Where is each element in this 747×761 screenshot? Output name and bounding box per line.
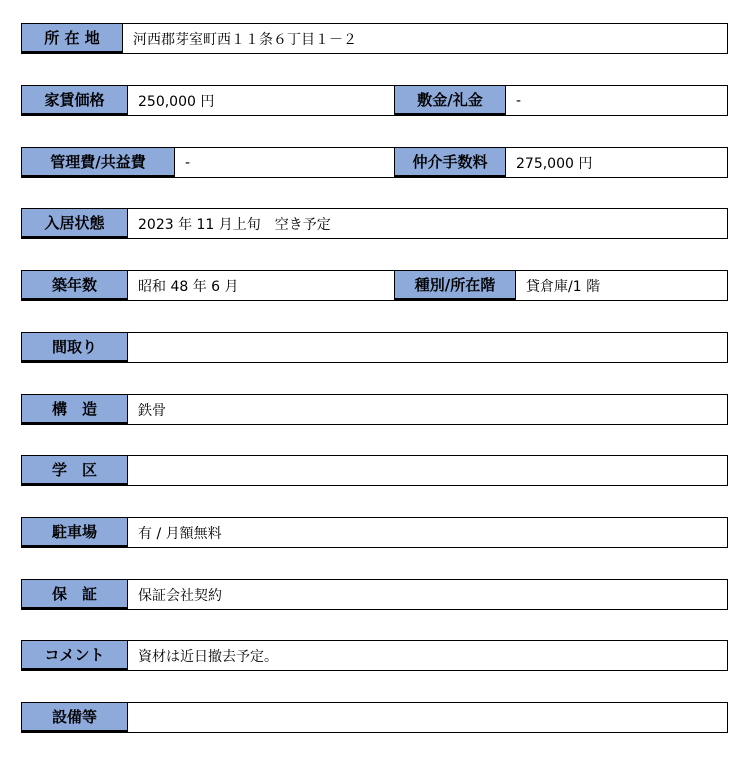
school-district-label: 学 区 [22, 456, 128, 485]
row-equipment [21, 702, 728, 733]
property-type-value: 貸倉庫/1 階 [526, 278, 601, 295]
row-school-district [21, 455, 728, 486]
occupancy-label: 入居状態 [22, 209, 128, 238]
address-label: 所 在 地 [22, 24, 123, 53]
building-age-value: 昭和 48 年 6 月 [138, 278, 239, 295]
floor-plan-label: 間取り [22, 333, 128, 362]
school-district-value [128, 456, 727, 485]
brokerage-fee-label: 仲介手数料 [394, 148, 506, 177]
row-occupancy [21, 208, 728, 239]
occupancy-value: 2023 年 11 月上旬 空き予定 [138, 216, 331, 233]
equipment-value [128, 703, 727, 732]
deposit-label: 敷金/礼金 [394, 86, 506, 115]
comment-label: コメント [22, 641, 128, 670]
guarantee-label: 保 証 [22, 580, 128, 609]
row-comment [21, 640, 728, 671]
row-address [21, 23, 728, 54]
row-building-age [21, 270, 728, 301]
management-fee-label: 管理費/共益費 [22, 148, 175, 177]
parking-label: 駐車場 [22, 518, 128, 547]
row-management-fee [21, 147, 728, 178]
property-type-label: 種別/所在階 [394, 271, 516, 300]
comment-value: 資材は近日撤去予定。 [138, 648, 278, 665]
parking-value: 有 / 月額無料 [138, 525, 222, 542]
row-floor-plan [21, 332, 728, 363]
rent-value: 250,000 円 [138, 93, 215, 110]
building-age-label: 築年数 [22, 271, 128, 300]
management-fee-value: - [185, 154, 191, 171]
structure-label: 構 造 [22, 395, 128, 424]
rent-label: 家賃価格 [22, 86, 128, 115]
row-structure [21, 394, 728, 425]
guarantee-value: 保証会社契約 [138, 587, 222, 604]
address-value: 河西郡芽室町西１１条６丁目１－２ [133, 31, 357, 48]
row-parking [21, 517, 728, 548]
structure-value: 鉄骨 [138, 402, 166, 419]
equipment-label: 設備等 [22, 703, 128, 732]
row-guarantee [21, 579, 728, 610]
brokerage-fee-value: 275,000 円 [516, 155, 593, 172]
floor-plan-value [128, 333, 727, 362]
row-rent [21, 85, 728, 116]
deposit-value: - [516, 92, 522, 109]
